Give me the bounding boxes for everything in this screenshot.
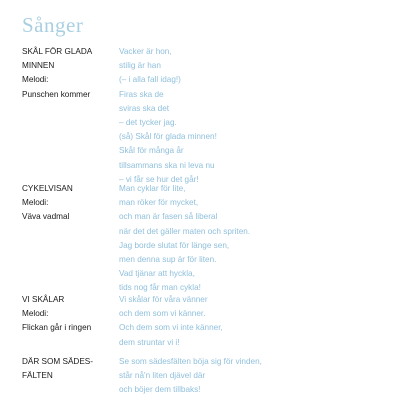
lyric-line: Jag borde slutat för länge sen, [119, 240, 230, 250]
song-info [22, 355, 118, 383]
lyric-line: Firas ska de [119, 89, 164, 99]
melody-name: Punschen kommer [22, 89, 91, 99]
lyric-line: Vacker är hon, [119, 47, 172, 56]
lyric-line: när det det gäller maten och spriten. [119, 226, 251, 236]
lyric-line: Skål för många år [119, 146, 184, 156]
song-title: VI SKÅLAR [22, 295, 65, 304]
lyric-line: – det tycker jag. [119, 117, 177, 127]
lyric-line: tillsammans ska ni leva nu [119, 160, 215, 170]
lyric-line: Vi skålar för våra vänner [119, 295, 208, 304]
song-title: FÄLTEN [22, 371, 53, 381]
lyric-line: man röker för mycket, [119, 198, 199, 208]
lyric-line: (så) Skål för glada minnen! [119, 132, 217, 142]
lyric-line: och man är fasen så liberal [119, 212, 218, 222]
lyric-line: (– i alla fall idag!) [119, 75, 181, 85]
lyrics [119, 182, 399, 296]
melody-name: Väva vadmal [22, 212, 70, 222]
lyric-line: tids nog får man cykla! [119, 283, 201, 293]
lyric-line: Man cyklar för lite, [119, 184, 186, 193]
song-info [22, 182, 118, 225]
song-title: SKÅL FÖR GLADA [22, 47, 93, 56]
lyric-line: sviras ska det [119, 103, 170, 113]
song-title: MINNEN [22, 61, 55, 71]
song-info [22, 293, 118, 336]
lyrics [119, 355, 399, 398]
page-title: Sånger [22, 13, 84, 37]
melody-name: Flickan går i ringen [22, 323, 92, 333]
lyric-line: stilig är han [119, 61, 161, 71]
lyric-line: Vad tjänar att hyckla, [119, 269, 195, 279]
lyric-line: och dem som vi känner. [119, 309, 206, 319]
lyric-line: och böjer dem tillbaks! [119, 385, 201, 395]
song-title: CYKELVISAN [22, 184, 73, 193]
lyric-line: men denna sup är för liten. [119, 254, 217, 264]
lyric-line: står nå'n liten djävel där [119, 371, 206, 381]
song-title: DÄR SOM SÄDES- [22, 357, 93, 366]
melody-label: Melodi: [22, 309, 49, 319]
melody-label: Melodi: [22, 198, 49, 208]
lyrics [119, 293, 399, 350]
song-info [22, 45, 118, 102]
lyric-line: Och dem som vi inte känner, [119, 323, 223, 333]
lyric-line: – vi får se hur det går! [119, 174, 199, 184]
melody-label: Melodi: [22, 75, 49, 85]
lyric-line: Se som sädesfälten böja sig för vinden, [119, 357, 262, 366]
lyrics [119, 45, 399, 187]
lyric-line: dem struntar vi i! [119, 337, 180, 347]
